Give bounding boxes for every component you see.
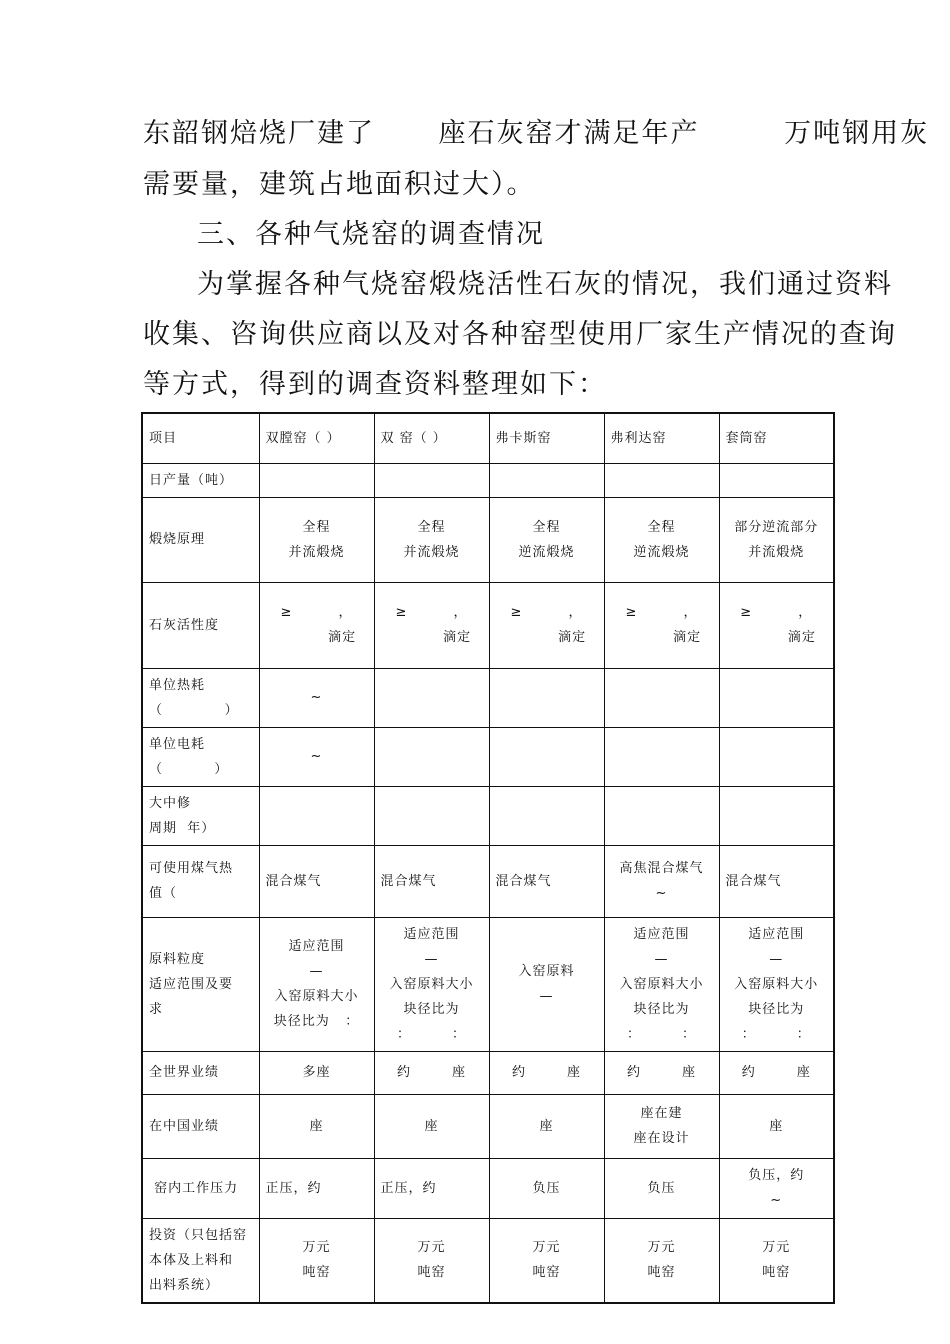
row-label (142, 463, 259, 497)
table-cell (259, 845, 374, 917)
cell-line: 适应范围 (633, 926, 690, 942)
table-cell (259, 1051, 374, 1094)
table-cell (489, 497, 604, 582)
table-cell (259, 582, 374, 668)
cell-line: 并流煅烧 (403, 544, 460, 560)
cell-line: 适应范围 (748, 926, 805, 942)
cell-line: ~ (770, 1193, 783, 1208)
table-cell (374, 845, 489, 917)
table-cell (259, 463, 374, 497)
cell-line: 混合煤气 (725, 873, 782, 889)
table-cell (374, 463, 489, 497)
row-label (142, 845, 259, 917)
table-cell (374, 1051, 489, 1094)
row-label-line: 单位电耗 (149, 736, 206, 752)
cell-line: ： ： (396, 1026, 467, 1042)
table-cell (604, 917, 719, 1051)
cell-line: 多座 (302, 1065, 331, 1080)
cell-line: 负压 (647, 1180, 676, 1196)
table-row (142, 1158, 834, 1218)
row-label-line: 单位热耗 (149, 677, 206, 693)
row-label-line: 日产量（吨） (149, 472, 234, 488)
table-cell (259, 727, 374, 786)
cell-line: 万元 (647, 1240, 676, 1255)
table-cell (489, 668, 604, 727)
cell-line: ≥ ， (625, 605, 698, 620)
row-label (142, 1051, 259, 1094)
paragraph-line: 东韶钢焙烧厂建了 座石灰窑才满足年产 万吨钢用灰 (143, 118, 930, 149)
table-cell (719, 463, 834, 497)
table-cell (604, 1158, 719, 1218)
table-cell (719, 917, 834, 1051)
row-label-line: 投资（只包括窑 (149, 1227, 248, 1243)
row-label (142, 786, 259, 845)
table-cell (604, 845, 719, 917)
cell-line: — (424, 951, 439, 967)
cell-line: 吨窑 (417, 1265, 446, 1280)
row-label-line: 值（ (149, 886, 178, 901)
table-cell (719, 497, 834, 582)
cell-line: 入窑原料大小 (619, 976, 704, 992)
cell-line: 混合煤气 (265, 873, 322, 889)
table-row (142, 497, 834, 582)
table-row (142, 845, 834, 917)
table-cell (259, 497, 374, 582)
cell-line: 座 (424, 1118, 439, 1134)
table-cell (259, 1218, 374, 1303)
cell-line: 滴定 (391, 630, 472, 645)
table-cell (604, 463, 719, 497)
row-label-line: 适应范围及要 (149, 976, 234, 992)
table-row (142, 727, 834, 786)
table-cell (374, 1218, 489, 1303)
table-cell (604, 1094, 719, 1158)
table-cell (489, 463, 604, 497)
cell-line: ≥ ， (280, 605, 353, 620)
table-cell (259, 668, 374, 727)
row-label-line: 原料粒度 (149, 951, 206, 967)
cell-line: 座在设计 (633, 1131, 690, 1146)
row-label (142, 668, 259, 727)
table-cell (719, 1158, 834, 1218)
cell-line: 滴定 (736, 630, 816, 645)
table-cell (719, 668, 834, 727)
table-cell (374, 497, 489, 582)
cell-line: 正压，约 (380, 1180, 437, 1196)
row-label (142, 917, 259, 1051)
cell-line: 全程 (417, 519, 446, 535)
cell-line: 入窑原料大小 (734, 976, 819, 992)
table-row (142, 668, 834, 727)
cell-line: 负压，约 (748, 1168, 805, 1183)
row-label (142, 1094, 259, 1158)
row-label-line: （ ） (149, 702, 239, 718)
row-label-line: 大中修 (149, 795, 192, 811)
cell-line: 入窑原料 (518, 964, 575, 979)
header-sleeve-kiln: 套筒窑 (719, 413, 834, 463)
table-cell (489, 1094, 604, 1158)
cell-line: ≥ ， (510, 605, 583, 620)
cell-line: — (769, 951, 784, 967)
table-cell (259, 786, 374, 845)
table-cell (719, 1218, 834, 1303)
cell-line: 块径比为 ： (273, 1014, 360, 1029)
table-cell (374, 727, 489, 786)
cell-line: 入窑原料大小 (389, 976, 474, 992)
row-label-line: 窑内工作压力 (149, 1180, 239, 1196)
table-cell (489, 1051, 604, 1094)
table-cell (604, 1051, 719, 1094)
cell-line: 正压，约 (265, 1180, 322, 1196)
cell-line: ： ： (626, 1026, 697, 1042)
table-cell (719, 1051, 834, 1094)
cell-line: 滴定 (276, 630, 357, 645)
cell-line: 万元 (532, 1240, 561, 1255)
cell-line: 滴定 (506, 630, 587, 645)
table-cell (604, 668, 719, 727)
cell-line: 滴定 (621, 630, 702, 645)
cell-line: 混合煤气 (495, 873, 552, 889)
table-row (142, 582, 834, 668)
cell-line: 万元 (762, 1240, 791, 1255)
cell-line: 约 座 (741, 1065, 811, 1080)
table-row (142, 1218, 834, 1303)
table-cell (489, 845, 604, 917)
cell-line: 约 座 (511, 1065, 582, 1080)
table-cell (719, 1094, 834, 1158)
cell-line: ≥ ， (395, 605, 468, 620)
row-label-line: 在中国业绩 (149, 1118, 220, 1134)
cell-line: — (309, 964, 324, 979)
table-cell (374, 917, 489, 1051)
cell-line: 高焦混合煤气 (619, 861, 704, 876)
row-label-line: 求 (149, 1001, 164, 1017)
table-cell (259, 1094, 374, 1158)
cell-line: 万元 (302, 1240, 331, 1255)
cell-line: 吨窑 (302, 1265, 331, 1280)
cell-line: 块径比为 (748, 1001, 805, 1017)
cell-line: 逆流煅烧 (633, 544, 690, 560)
table-cell (489, 786, 604, 845)
row-label-line: 可使用煤气热 (149, 861, 234, 876)
cell-line: 全程 (302, 519, 331, 535)
table-cell (374, 1158, 489, 1218)
cell-line: 部分逆流部分 (734, 519, 819, 535)
cell-line: ： ： (741, 1026, 811, 1042)
cell-line: 全程 (532, 519, 561, 535)
cell-line: 座 (769, 1118, 784, 1134)
cell-line: 混合煤气 (380, 873, 437, 889)
cell-line: 并流煅烧 (748, 544, 805, 560)
cell-line: 全程 (647, 519, 676, 535)
table-cell (489, 727, 604, 786)
table-cell (719, 845, 834, 917)
table-cell (374, 786, 489, 845)
header-item: 项目 (142, 413, 259, 463)
cell-line: 座在建 (640, 1106, 683, 1121)
header-fokas-kiln: 弗卡斯窑 (489, 413, 604, 463)
cell-line: 逆流煅烧 (518, 544, 575, 560)
row-label (142, 582, 259, 668)
row-label-line: 全世界业绩 (149, 1065, 220, 1080)
table-cell (719, 727, 834, 786)
table-cell (489, 1158, 604, 1218)
table-cell (604, 786, 719, 845)
table-cell (259, 1158, 374, 1218)
header-double-kiln: 双 窑（ ） (374, 413, 489, 463)
cell-line: — (654, 951, 669, 967)
table-row (142, 1094, 834, 1158)
cell-line: — (539, 989, 554, 1004)
paragraph-line: 为掌握各种气烧窑煅烧活性石灰的情况，我们通过资料 (197, 269, 893, 300)
cell-line: 块径比为 (403, 1001, 460, 1017)
table-header-row (142, 413, 834, 463)
table-cell (719, 786, 834, 845)
cell-line: 块径比为 (633, 1001, 690, 1017)
table-row (142, 786, 834, 845)
paragraph-line: 收集、咨询供应商以及对各种窑型使用厂家生产情况的查询 (143, 319, 897, 350)
row-label (142, 727, 259, 786)
cell-line: 负压 (532, 1180, 561, 1196)
table-cell (604, 727, 719, 786)
paragraph-line: 等方式，得到的调查资料整理如下： (143, 369, 607, 400)
row-label-line: 出料系统） (149, 1277, 220, 1293)
table-cell (604, 497, 719, 582)
cell-line: 座 (309, 1118, 324, 1134)
cell-line: 约 座 (396, 1065, 467, 1080)
cell-line: ~ (655, 886, 668, 901)
table-cell (259, 917, 374, 1051)
table-cell (604, 582, 719, 668)
cell-line: ~ (310, 690, 323, 705)
cell-line: 入窑原料大小 (274, 989, 359, 1004)
header-fric-kiln: 弗利达窑 (604, 413, 719, 463)
paragraph-line: 需要量，建筑占地面积过大）。 (143, 169, 536, 200)
header-double-chamber-kiln: 双膛窑（ ） (259, 413, 374, 463)
table-cell (374, 582, 489, 668)
cell-line: 吨窑 (647, 1265, 676, 1280)
table-row (142, 1051, 834, 1094)
section-heading: 三、各种气烧窑的调查情况 (197, 219, 545, 250)
table-cell (604, 1218, 719, 1303)
table-cell (489, 917, 604, 1051)
row-label (142, 497, 259, 582)
cell-line: 约 座 (626, 1065, 697, 1080)
row-label-line: 石灰活性度 (149, 617, 220, 633)
cell-line: 适应范围 (288, 939, 345, 954)
row-label-line: 周期 年） (149, 820, 216, 836)
table-row (142, 917, 834, 1051)
cell-line: ≥ ， (740, 605, 813, 620)
cell-line: 万元 (417, 1240, 446, 1255)
cell-line: 吨窑 (532, 1265, 561, 1280)
table-cell (489, 582, 604, 668)
table-cell (374, 1094, 489, 1158)
row-label-line: （ ） (149, 761, 229, 777)
table-cell (374, 668, 489, 727)
cell-line: 并流煅烧 (288, 544, 345, 560)
row-label (142, 1158, 259, 1218)
table-row (142, 463, 834, 497)
kiln-survey-table (141, 412, 835, 1304)
row-label-line: 本体及上料和 (149, 1252, 234, 1268)
table-cell (489, 1218, 604, 1303)
cell-line: 吨窑 (762, 1265, 791, 1280)
table-cell (719, 582, 834, 668)
row-label (142, 1218, 259, 1303)
cell-line: 座 (539, 1118, 554, 1134)
cell-line: ~ (310, 749, 323, 764)
cell-line: 适应范围 (403, 926, 460, 942)
row-label-line: 煅烧原理 (149, 532, 206, 547)
